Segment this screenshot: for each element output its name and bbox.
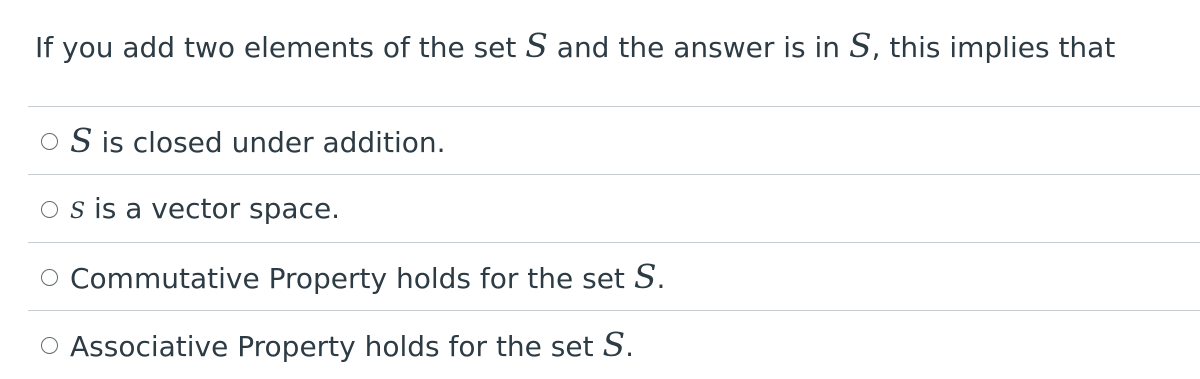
- answer-4-suffix: .: [625, 330, 635, 363]
- radio-button-3[interactable]: [41, 269, 58, 286]
- answer-options: [28, 106, 1200, 379]
- answer-3-text: Commutative Property holds for the set: [70, 262, 625, 295]
- set-symbol-1: S: [525, 26, 548, 65]
- answer-label-2[interactable]: [70, 189, 340, 232]
- answer-option-1[interactable]: [28, 107, 1200, 175]
- question-text-after: , this implies that: [871, 31, 1116, 64]
- answer-1-text: is closed under addition.: [101, 126, 446, 159]
- answer-1-set-symbol: S: [70, 121, 93, 160]
- question-text-before: If you add two elements of the set: [35, 31, 517, 64]
- radio-button-1[interactable]: [41, 133, 58, 150]
- answer-3-set-symbol: S: [633, 257, 657, 296]
- answer-label-4[interactable]: [70, 325, 634, 367]
- answer-4-set-symbol: S: [602, 325, 626, 364]
- answer-label-1[interactable]: [70, 121, 446, 163]
- question-text: [35, 26, 1185, 68]
- answer-label-3[interactable]: [70, 257, 665, 299]
- question-text-middle: and the answer is in: [556, 31, 841, 64]
- radio-button-4[interactable]: [41, 337, 58, 354]
- answer-option-2[interactable]: [28, 175, 1200, 243]
- radio-button-2[interactable]: [41, 201, 58, 218]
- answer-3-suffix: .: [656, 262, 666, 295]
- answer-4-text: Associative Property holds for the set: [70, 330, 594, 363]
- answer-2-set-symbol: S: [70, 199, 86, 224]
- answer-option-3[interactable]: [28, 243, 1200, 311]
- set-symbol-2: S: [848, 26, 872, 65]
- answer-2-text: is a vector space.: [93, 192, 341, 225]
- answer-option-4[interactable]: [28, 311, 1200, 379]
